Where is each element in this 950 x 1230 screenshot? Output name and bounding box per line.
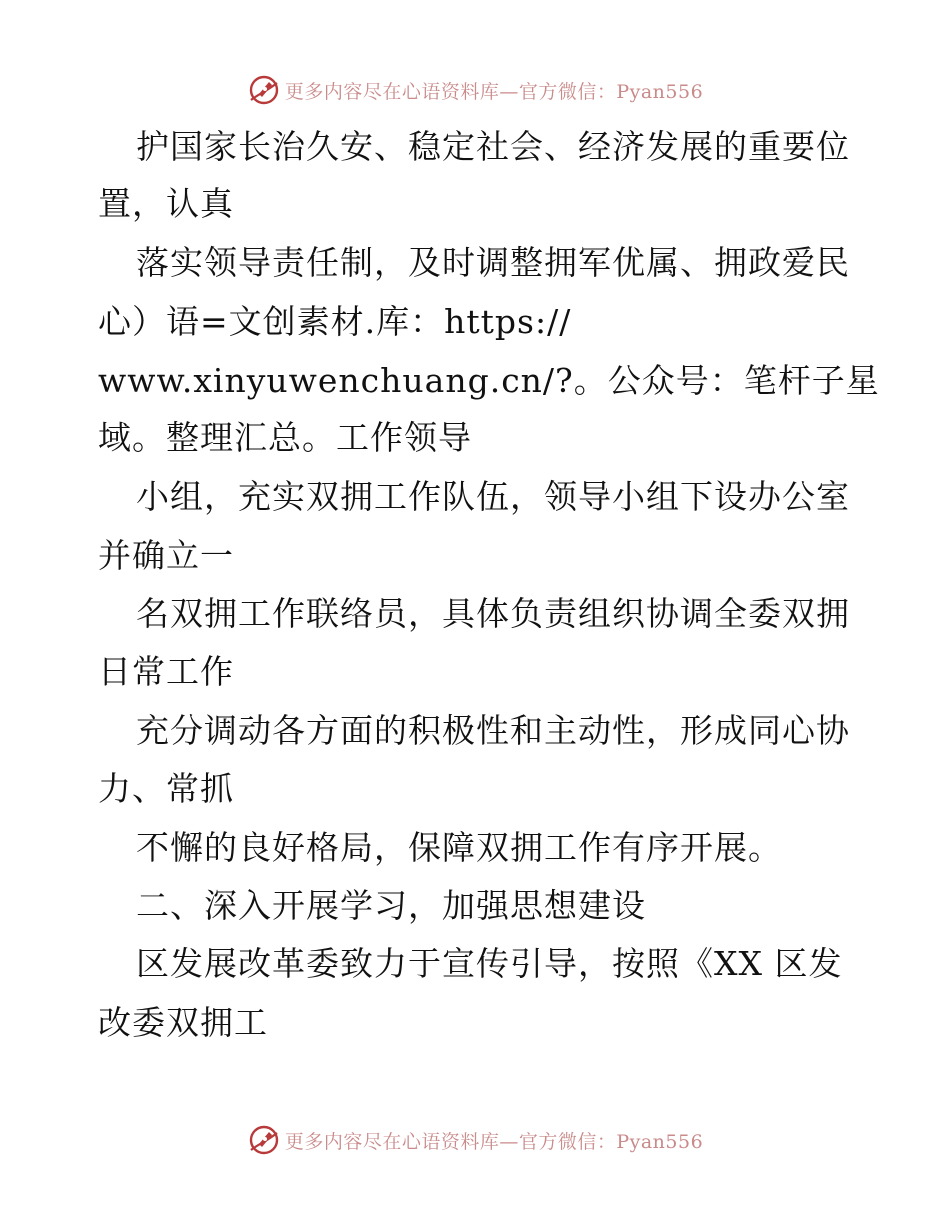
body-line: 改委双拥工 [98, 1003, 268, 1042]
body-line: 心）语=文创素材.库：https:// [98, 302, 572, 341]
footer-banner-text: 更多内容尽在心语资料库—官方微信：Pyan556 [284, 1130, 704, 1153]
body-line: 不懈的良好格局，保障双拥工作有序开展。 [136, 828, 782, 867]
body-line: 充分调动各方面的积极性和主动性，形成同心协 [136, 711, 850, 750]
body-line: 域。整理汇总。工作领导 [98, 418, 472, 457]
body-line: 护国家长治久安、稳定社会、经济发展的重要位 [136, 127, 850, 166]
body-line: 置，认真 [98, 184, 234, 223]
body-line: www.xinyuwenchuang.cn/?。公众号：笔杆子星 [98, 361, 880, 400]
body-line: 日常工作 [98, 652, 234, 691]
header-banner-text: 更多内容尽在心语资料库—官方微信：Pyan556 [284, 80, 704, 103]
header-banner [0, 72, 950, 108]
body-line: 名双拥工作联络员，具体负责组织协调全委双拥 [136, 594, 850, 633]
body-line: 二、深入开展学习，加强思想建设 [136, 886, 646, 925]
pen-circle-logo-icon [247, 73, 281, 107]
body-line: 并确立一 [98, 536, 234, 575]
pen-circle-logo-icon [247, 1123, 281, 1157]
body-line: 小组，充实双拥工作队伍，领导小组下设办公室 [136, 477, 850, 516]
body-line: 力、常抓 [98, 769, 234, 808]
footer-banner [0, 1122, 950, 1158]
body-line: 落实领导责任制，及时调整拥军优属、拥政爱民 [136, 243, 850, 282]
body-line: 区发展改革委致力于宣传引导，按照《XX 区发 [136, 944, 843, 983]
